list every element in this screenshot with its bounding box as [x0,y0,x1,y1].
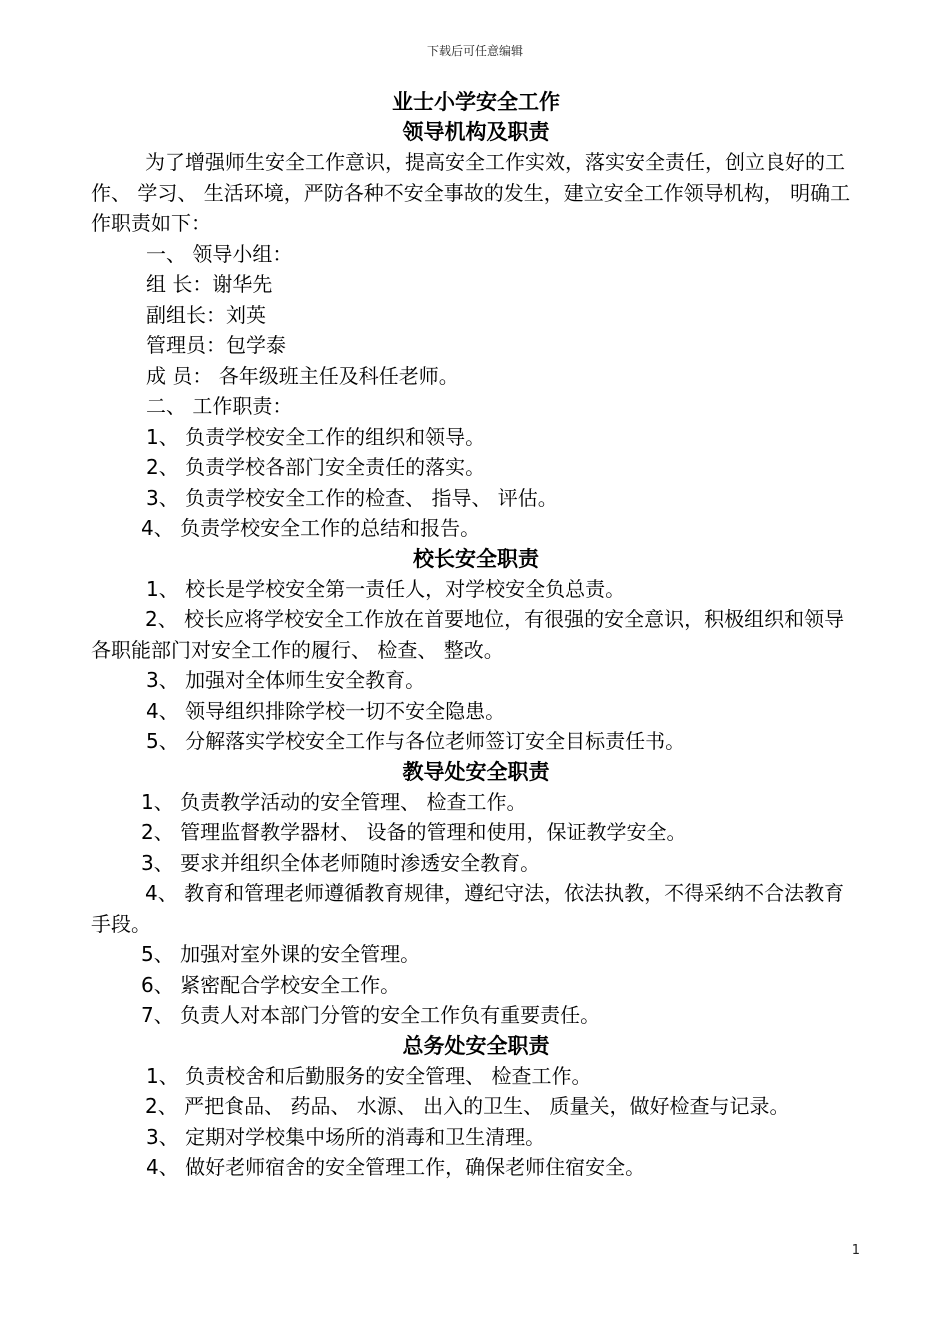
principal-item: 5、 分解落实学校安全工作与各位老师签订安全目标责任书。 [146,729,686,753]
general-item: 4、 做好老师宿舍的安全管理工作，确保老师住宿安全。 [146,1155,646,1179]
duty-item: 4、 负责学校安全工作的总结和报告。 [141,516,481,540]
general-item: 1、 负责校舍和后勤服务的安全管理、 检查工作。 [146,1063,592,1088]
members-line: 成 员： 各年级班主任及科任老师。 [146,363,459,388]
duty-item: 1、 负责学校安全工作的组织和领导。 [146,424,486,449]
general-section-title: 总务处安全职责 [402,1033,550,1058]
teaching-item: 6、 紧密配合学校安全工作。 [141,972,401,997]
general-item: 2、 严把食品、 药品、 水源、 出入的卫生、 质量关，做好检查与记录。 [145,1094,790,1118]
duty-item: 3、 负责学校安全工作的检查、 指导、 评估。 [146,485,558,510]
document-body [91,87,861,1183]
teaching-item: 1、 负责教学活动的安全管理、 检查工作。 [141,789,527,814]
principal-item: 2、 校长应将学校安全工作放在首要地位，有很强的安全意识，积极组织和领导各职能部门对安全工作的履行、 检查、 整改。 [91,607,845,662]
section2-heading: 二、 工作职责： [146,394,293,418]
principal-item: 4、 领导组织排除学校一切不安全隐患。 [146,698,506,723]
doc-title-line-1: 业士小学安全工作 [392,90,560,114]
page-header: 下载后可任意编辑 [426,44,523,58]
teaching-item: 7、 负责人对本部门分管的安全工作负有重要责任。 [141,1003,601,1027]
teaching-item: 2、 管理监督教学器材、 设备的管理和使用，保证教学安全。 [141,820,687,844]
teaching-item: 4、 教育和管理老师遵循教育规律，遵纪守法，依法执教，不得采纳不合法教育手段。 [91,881,845,936]
manager-line: 管理员：包学泰 [146,333,286,357]
teaching-item: 5、 加强对室外课的安全管理。 [141,942,421,966]
duty-item: 2、 负责学校各部门安全责任的落实。 [146,455,486,479]
doc-title-line-2: 领导机构及职责 [402,120,550,144]
teaching-section-title: 教导处安全职责 [402,759,550,784]
principal-item: 3、 加强对全体师生安全教育。 [146,668,426,692]
leader-line: 组 长：谢华先 [146,272,273,296]
intro-paragraph: 为了增强师生安全工作意识，提高安全工作实效，落实安全责任，创立良好的工作、 学习、 生活环境，严防各种不安全事故的发生，建立安全工作领导机构， 明确工作职责如下： [91,150,851,235]
vice-leader-line: 副组长：刘英 [146,302,266,327]
page-number: 1 [851,1243,860,1258]
section1-heading: 一、 领导小组： [146,241,293,266]
general-item: 3、 定期对学校集中场所的消毒和卫生清理。 [146,1124,546,1149]
teaching-item: 3、 要求并组织全体老师随时渗透安全教育。 [141,850,541,875]
principal-section-title: 校长安全职责 [413,546,539,571]
principal-item: 1、 校长是学校安全第一责任人，对学校安全负总责。 [146,576,626,601]
